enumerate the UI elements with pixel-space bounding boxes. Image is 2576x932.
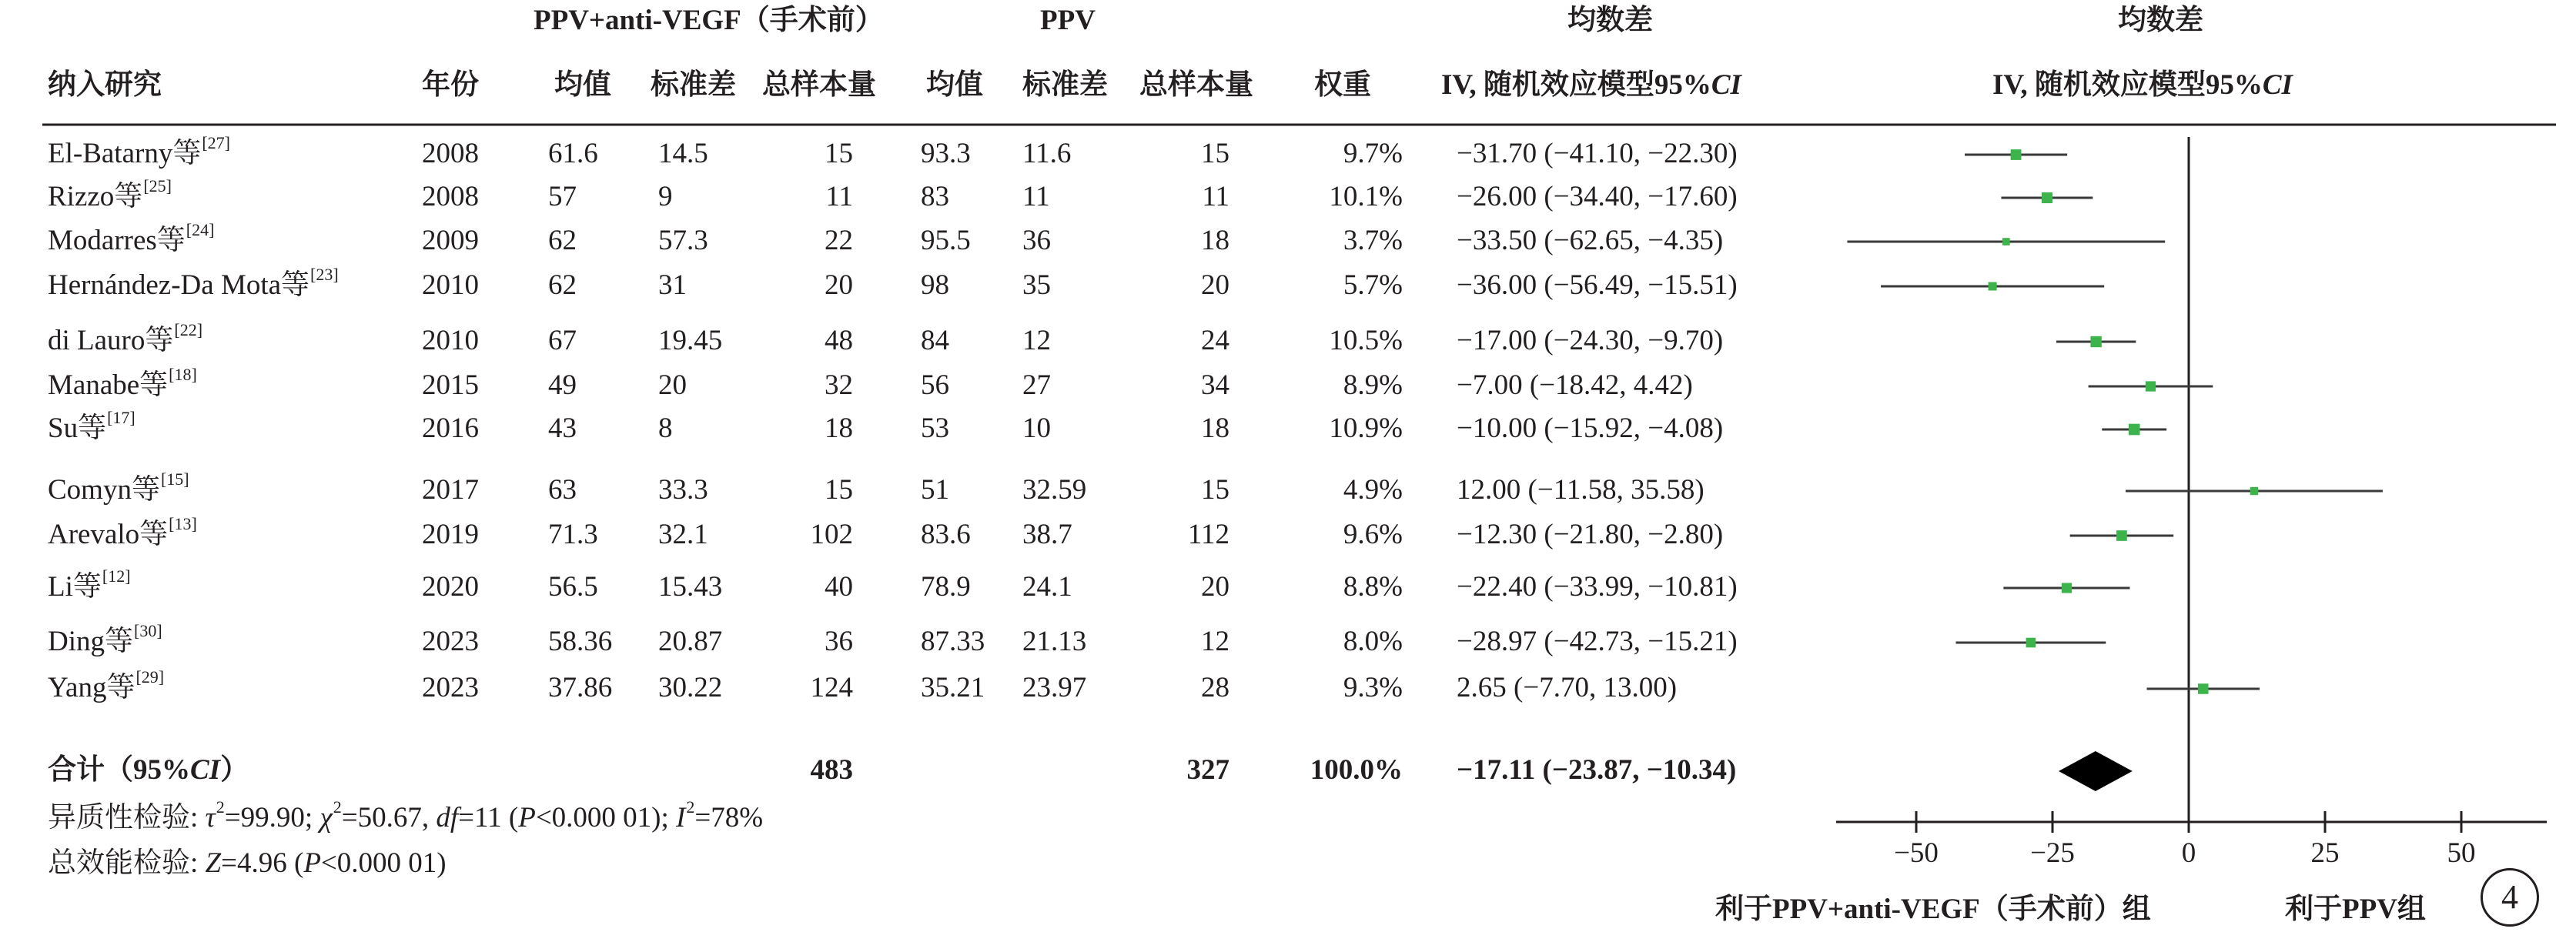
total-weight: 100.0% — [1310, 754, 1403, 786]
study-n2: 11 — [1202, 181, 1229, 212]
point-estimate — [2062, 583, 2072, 593]
study-sd2: 10 — [1022, 413, 1051, 444]
study-sd2: 38.7 — [1022, 519, 1072, 550]
plot-header-title: 均数差 — [2118, 5, 2203, 36]
favours-right-label: 利于PPV组 — [2285, 894, 2426, 925]
study-mean2: 56 — [921, 369, 949, 401]
study-n2: 34 — [1201, 369, 1229, 401]
study-year: 2016 — [422, 413, 479, 444]
study-sd1: 31 — [658, 269, 687, 301]
study-n1: 36 — [825, 626, 853, 657]
study-mean1: 63 — [548, 474, 577, 506]
study-weight: 3.7% — [1343, 225, 1403, 256]
study-weight: 9.3% — [1343, 672, 1403, 703]
study-mean2: 35.21 — [921, 672, 985, 703]
col-n1: 总样本量 — [762, 69, 876, 101]
study-name: Modarres等[24] — [48, 220, 215, 256]
study-mean2: 95.5 — [921, 225, 971, 256]
study-name: Ding等[30] — [48, 621, 162, 657]
study-weight: 4.9% — [1343, 474, 1403, 506]
study-n1: 102 — [810, 519, 853, 550]
study-mean2: 83.6 — [921, 519, 971, 550]
study-n1: 124 — [810, 672, 853, 703]
study-ci: −22.40 (−33.99, −10.81) — [1457, 571, 1738, 603]
study-n2: 18 — [1201, 225, 1229, 256]
study-n1: 32 — [825, 369, 853, 401]
study-year: 2010 — [422, 269, 479, 301]
study-sd1: 20 — [658, 369, 687, 401]
study-ci: −26.00 (−34.40, −17.60) — [1457, 181, 1738, 212]
study-sd2: 11.6 — [1022, 138, 1072, 169]
study-weight: 8.9% — [1343, 369, 1403, 401]
study-name: Rizzo等[25] — [48, 176, 172, 212]
study-mean1: 56.5 — [548, 571, 598, 603]
point-estimate — [2002, 238, 2010, 246]
col-plot-ci: IV, 随机效应模型95%CI — [1992, 69, 2293, 101]
study-n2: 112 — [1187, 519, 1229, 550]
study-ci: 2.65 (−7.70, 13.00) — [1457, 672, 1678, 703]
point-estimate — [1989, 282, 1997, 291]
study-mean1: 67 — [548, 325, 577, 356]
point-estimate — [2129, 424, 2140, 436]
study-n1: 15 — [825, 474, 853, 506]
study-weight: 5.7% — [1343, 269, 1403, 301]
study-name: Hernández-Da Mota等[23] — [48, 265, 339, 301]
study-sd2: 23.97 — [1022, 672, 1087, 703]
study-sd1: 32.1 — [658, 519, 708, 550]
study-year: 2023 — [422, 672, 479, 703]
study-mean1: 62 — [548, 225, 577, 256]
study-n1: 15 — [825, 138, 853, 169]
study-mean1: 57 — [548, 181, 577, 212]
study-sd1: 19.45 — [658, 325, 723, 356]
study-n2: 15 — [1201, 474, 1229, 506]
study-ci: −7.00 (−18.42, 4.42) — [1457, 369, 1693, 401]
study-weight: 10.1% — [1329, 181, 1403, 212]
study-sd2: 21.13 — [1022, 626, 1087, 657]
point-estimate — [2146, 381, 2156, 391]
overall-effect-test: 总效能检验: Z=4.96 (P<0.000 01) — [48, 847, 447, 879]
heterogeneity-test: 异质性检验: $\tau^2=99.90$; $\chi^2=50.67$, df=11 (P<0.000 01); $I^2=78\%$ — [48, 797, 764, 833]
study-mean2: 83 — [921, 181, 949, 212]
study-n1: 20 — [825, 269, 853, 301]
study-n1: 22 — [825, 225, 853, 256]
study-mean1: 62 — [548, 269, 577, 301]
col-md-ci: IV, 随机效应模型95%CI — [1441, 69, 1741, 101]
study-n2: 20 — [1201, 269, 1229, 301]
study-sd2: 36 — [1022, 225, 1051, 256]
x-tick-label: 50 — [2447, 837, 2476, 869]
total-label: 合计（95%CI） — [48, 754, 249, 786]
study-name: Manabe等[18] — [48, 365, 197, 401]
study-ci: −36.00 (−56.49, −15.51) — [1457, 269, 1738, 301]
study-mean2: 84 — [921, 325, 949, 356]
study-mean2: 87.33 — [921, 626, 985, 657]
study-weight: 9.7% — [1343, 138, 1403, 169]
study-n2: 12 — [1201, 626, 1229, 657]
study-ci: −33.50 (−62.65, −4.35) — [1457, 225, 1724, 256]
study-sd2: 24.1 — [1022, 571, 1072, 603]
point-estimate — [2250, 487, 2258, 495]
study-sd2: 35 — [1022, 269, 1051, 301]
study-ci: −17.00 (−24.30, −9.70) — [1457, 325, 1724, 356]
point-estimate — [2011, 149, 2022, 160]
study-sd1: 8 — [658, 413, 673, 444]
col-weight: 权重 — [1314, 69, 1371, 101]
col-sd1: 标准差 — [651, 69, 736, 101]
study-n1: 40 — [825, 571, 853, 603]
study-weight: 9.6% — [1343, 519, 1403, 550]
group2-header: PPV — [1040, 5, 1096, 36]
study-name: di Lauro等[22] — [48, 320, 203, 356]
study-weight: 8.8% — [1343, 571, 1403, 603]
x-tick-label: −25 — [2030, 837, 2075, 869]
study-n2: 20 — [1201, 571, 1229, 603]
col-mean1: 均值 — [554, 69, 611, 101]
md-header-title: 均数差 — [1567, 5, 1653, 36]
study-ci: −10.00 (−15.92, −4.08) — [1457, 413, 1724, 444]
study-mean2: 98 — [921, 269, 949, 301]
col-study: 纳入研究 — [48, 69, 162, 101]
group1-header: PPV+anti-VEGF（手术前） — [534, 5, 884, 36]
col-year: 年份 — [422, 69, 479, 101]
panel-number-badge: 4 — [2481, 868, 2539, 927]
study-n1: 48 — [825, 325, 853, 356]
study-mean1: 71.3 — [548, 519, 598, 550]
study-sd2: 12 — [1022, 325, 1051, 356]
col-sd2: 标准差 — [1022, 69, 1108, 101]
study-year: 2009 — [422, 225, 479, 256]
study-sd1: 20.87 — [658, 626, 723, 657]
study-ci: −28.97 (−42.73, −15.21) — [1457, 626, 1738, 657]
study-mean2: 93.3 — [921, 138, 971, 169]
study-year: 2010 — [422, 325, 479, 356]
study-sd1: 30.22 — [658, 672, 723, 703]
study-n2: 15 — [1201, 138, 1229, 169]
study-ci: −12.30 (−21.80, −2.80) — [1457, 519, 1724, 550]
study-name: Comyn等[15] — [48, 469, 189, 506]
study-mean2: 53 — [921, 413, 949, 444]
study-mean1: 43 — [548, 413, 577, 444]
total-ci: −17.11 (−23.87, −10.34) — [1457, 754, 1737, 786]
study-year: 2008 — [422, 181, 479, 212]
study-sd1: 9 — [658, 181, 673, 212]
total-n1: 483 — [810, 754, 853, 786]
study-name: El-Batarny等[27] — [48, 133, 230, 169]
study-sd1: 14.5 — [658, 138, 708, 169]
study-mean2: 78.9 — [921, 571, 971, 603]
study-n2: 18 — [1201, 413, 1229, 444]
study-n2: 28 — [1201, 672, 1229, 703]
x-tick-label: 0 — [2181, 837, 2196, 869]
point-estimate — [2026, 638, 2036, 648]
study-name: Arevalo等[13] — [48, 514, 197, 550]
study-ci: 12.00 (−11.58, 35.58) — [1457, 474, 1705, 506]
study-n1: 18 — [825, 413, 853, 444]
study-mean1: 61.6 — [548, 138, 598, 169]
col-mean2: 均值 — [926, 69, 983, 101]
x-tick-label: 25 — [2310, 837, 2340, 869]
study-n1: 11 — [825, 181, 853, 212]
study-n2: 24 — [1201, 325, 1229, 356]
study-sd1: 33.3 — [658, 474, 708, 506]
study-ci: −31.70 (−41.10, −22.30) — [1457, 138, 1738, 169]
study-sd1: 57.3 — [658, 225, 708, 256]
study-weight: 8.0% — [1343, 626, 1403, 657]
study-sd1: 15.43 — [658, 571, 723, 603]
study-year: 2015 — [422, 369, 479, 401]
col-n2: 总样本量 — [1139, 69, 1253, 101]
point-estimate — [2090, 336, 2101, 347]
point-estimate — [2116, 530, 2127, 541]
study-name: Li等[12] — [48, 566, 131, 603]
study-weight: 10.5% — [1329, 325, 1403, 356]
study-name: Su等[17] — [48, 408, 135, 444]
study-year: 2008 — [422, 138, 479, 169]
pooled-diamond — [2059, 751, 2133, 791]
study-mean2: 51 — [921, 474, 949, 506]
x-tick-label: −50 — [1894, 837, 1939, 869]
study-year: 2020 — [422, 571, 479, 603]
study-sd2: 27 — [1022, 369, 1051, 401]
favours-left-label: 利于PPV+anti-VEGF（手术前）组 — [1715, 894, 2151, 925]
study-weight: 10.9% — [1329, 413, 1403, 444]
study-year: 2023 — [422, 626, 479, 657]
point-estimate — [2198, 683, 2209, 694]
point-estimate — [2042, 192, 2052, 203]
study-mean1: 58.36 — [548, 626, 613, 657]
study-name: Yang等[29] — [48, 667, 165, 703]
study-mean1: 49 — [548, 369, 577, 401]
total-n2: 327 — [1186, 754, 1229, 786]
study-sd2: 32.59 — [1022, 474, 1087, 506]
study-year: 2017 — [422, 474, 479, 506]
study-sd2: 11 — [1022, 181, 1050, 212]
study-year: 2019 — [422, 519, 479, 550]
study-mean1: 37.86 — [548, 672, 613, 703]
